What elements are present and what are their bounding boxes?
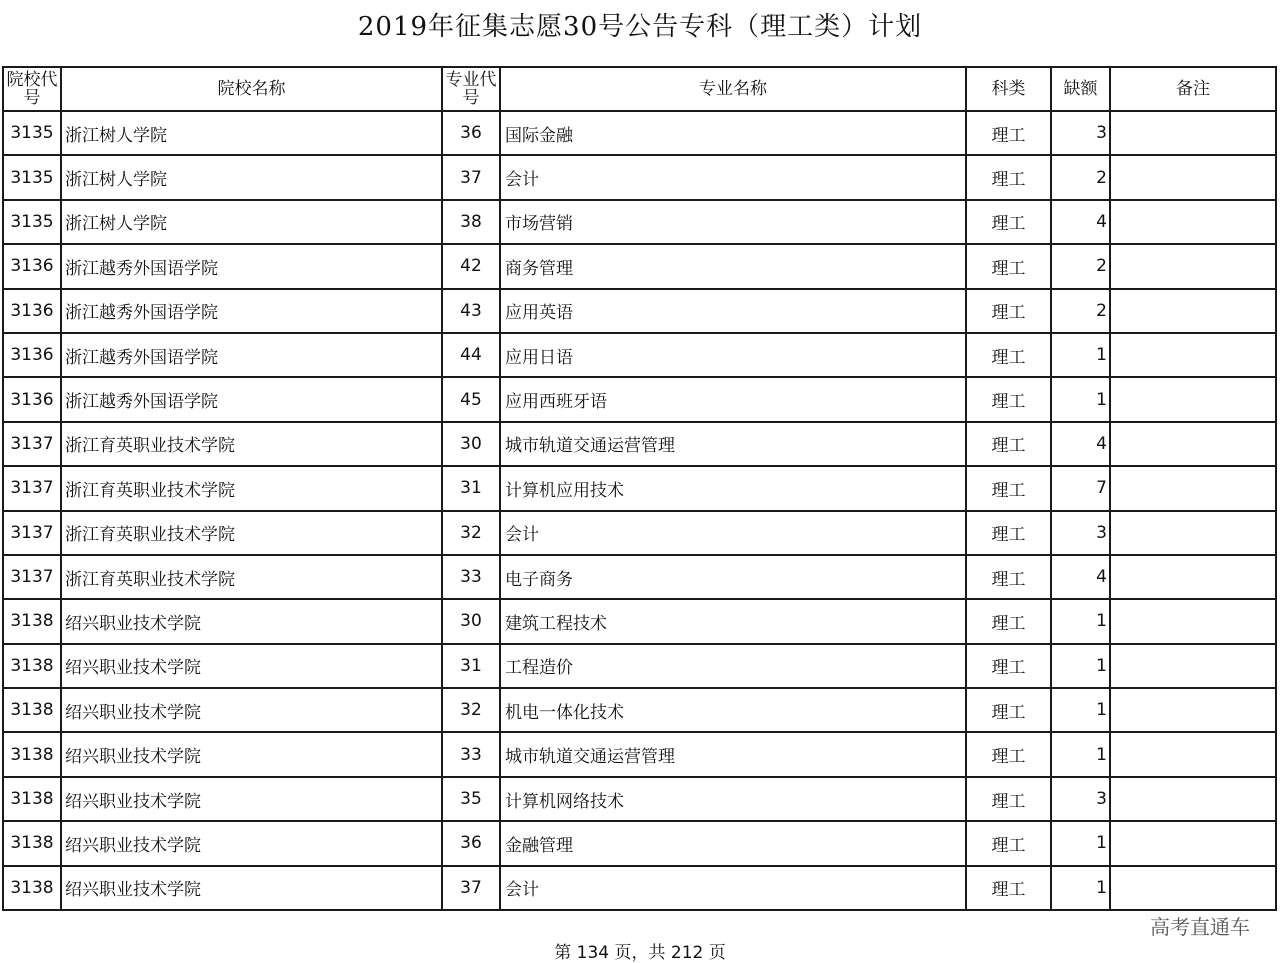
- cell-category: 理工: [966, 244, 1051, 288]
- table-row: [3, 777, 1276, 821]
- cell-category: 理工: [966, 555, 1051, 599]
- cell-major-name: 会计: [500, 155, 966, 199]
- cell-remarks: [1110, 377, 1276, 421]
- cell-category: 理工: [966, 511, 1051, 555]
- cell-vacancies: 4: [1051, 555, 1110, 599]
- cell-category: 理工: [966, 777, 1051, 821]
- cell-major-name: 应用西班牙语: [500, 377, 966, 421]
- cell-remarks: [1110, 511, 1276, 555]
- table-row: [3, 511, 1276, 555]
- cell-school-code: 3136: [3, 289, 61, 333]
- cell-school-code: 3138: [3, 644, 61, 688]
- header-category: 科类: [966, 67, 1051, 111]
- cell-major-name: 工程造价: [500, 644, 966, 688]
- cell-school-name: 绍兴职业技术学院: [61, 644, 442, 688]
- cell-school-name: 浙江越秀外国语学院: [61, 377, 442, 421]
- cell-category: 理工: [966, 466, 1051, 510]
- cell-major-name: 城市轨道交通运营管理: [500, 732, 966, 776]
- cell-school-code: 3137: [3, 555, 61, 599]
- cell-vacancies: 1: [1051, 732, 1110, 776]
- cell-vacancies: 3: [1051, 777, 1110, 821]
- cell-school-name: 浙江越秀外国语学院: [61, 333, 442, 377]
- table-row: [3, 111, 1276, 155]
- cell-major-code: 37: [442, 866, 500, 910]
- cell-remarks: [1110, 777, 1276, 821]
- header-major-code: 专业代号: [442, 67, 500, 111]
- cell-remarks: [1110, 422, 1276, 466]
- cell-school-code: 3136: [3, 333, 61, 377]
- cell-remarks: [1110, 732, 1276, 776]
- cell-school-code: 3138: [3, 777, 61, 821]
- cell-school-code: 3135: [3, 155, 61, 199]
- cell-vacancies: 4: [1051, 200, 1110, 244]
- cell-category: 理工: [966, 200, 1051, 244]
- cell-vacancies: 1: [1051, 333, 1110, 377]
- header-school-code: 院校代号: [3, 67, 61, 111]
- cell-vacancies: 2: [1051, 289, 1110, 333]
- cell-remarks: [1110, 244, 1276, 288]
- cell-school-name: 浙江树人学院: [61, 111, 442, 155]
- cell-major-code: 45: [442, 377, 500, 421]
- table-row: [3, 466, 1276, 510]
- cell-vacancies: 3: [1051, 511, 1110, 555]
- cell-school-name: 绍兴职业技术学院: [61, 688, 442, 732]
- cell-school-code: 3135: [3, 200, 61, 244]
- cell-major-code: 33: [442, 732, 500, 776]
- cell-remarks: [1110, 333, 1276, 377]
- table-row: [3, 732, 1276, 776]
- cell-school-code: 3137: [3, 466, 61, 510]
- cell-school-name: 浙江育英职业技术学院: [61, 511, 442, 555]
- cell-major-code: 31: [442, 466, 500, 510]
- cell-major-code: 35: [442, 777, 500, 821]
- page-title: 2019年征集志愿30号公告专科（理工类）计划: [357, 12, 923, 42]
- watermark: 高考直通车: [1150, 915, 1250, 939]
- cell-major-name: 电子商务: [500, 555, 966, 599]
- table-row: [3, 155, 1276, 199]
- cell-remarks: [1110, 289, 1276, 333]
- cell-vacancies: 2: [1051, 155, 1110, 199]
- cell-major-code: 42: [442, 244, 500, 288]
- cell-remarks: [1110, 866, 1276, 910]
- cell-school-name: 绍兴职业技术学院: [61, 599, 442, 643]
- cell-major-name: 建筑工程技术: [500, 599, 966, 643]
- cell-remarks: [1110, 555, 1276, 599]
- cell-remarks: [1110, 644, 1276, 688]
- table-row: [3, 866, 1276, 910]
- cell-major-code: 30: [442, 422, 500, 466]
- cell-remarks: [1110, 599, 1276, 643]
- header-major-name: 专业名称: [500, 67, 966, 111]
- cell-school-name: 浙江越秀外国语学院: [61, 244, 442, 288]
- cell-major-code: 44: [442, 333, 500, 377]
- cell-school-name: 绍兴职业技术学院: [61, 821, 442, 865]
- cell-vacancies: 1: [1051, 644, 1110, 688]
- cell-vacancies: 1: [1051, 599, 1110, 643]
- cell-major-name: 机电一体化技术: [500, 688, 966, 732]
- table-body: [3, 111, 1276, 910]
- cell-major-name: 金融管理: [500, 821, 966, 865]
- cell-remarks: [1110, 111, 1276, 155]
- cell-category: 理工: [966, 289, 1051, 333]
- table-row: [3, 821, 1276, 865]
- table-header-row: [3, 67, 1276, 111]
- cell-remarks: [1110, 466, 1276, 510]
- cell-school-code: 3136: [3, 244, 61, 288]
- cell-category: 理工: [966, 688, 1051, 732]
- cell-school-name: 绍兴职业技术学院: [61, 732, 442, 776]
- cell-vacancies: 1: [1051, 821, 1110, 865]
- cell-major-name: 城市轨道交通运营管理: [500, 422, 966, 466]
- cell-vacancies: 4: [1051, 422, 1110, 466]
- cell-school-code: 3138: [3, 688, 61, 732]
- cell-major-code: 43: [442, 289, 500, 333]
- cell-school-name: 浙江越秀外国语学院: [61, 289, 442, 333]
- cell-major-name: 计算机网络技术: [500, 777, 966, 821]
- cell-vacancies: 1: [1051, 688, 1110, 732]
- cell-major-code: 36: [442, 111, 500, 155]
- cell-category: 理工: [966, 155, 1051, 199]
- cell-category: 理工: [966, 333, 1051, 377]
- cell-school-name: 浙江树人学院: [61, 200, 442, 244]
- header-vacancies: 缺额: [1051, 67, 1110, 111]
- cell-vacancies: 3: [1051, 111, 1110, 155]
- cell-major-code: 36: [442, 821, 500, 865]
- table-row: [3, 289, 1276, 333]
- cell-category: 理工: [966, 422, 1051, 466]
- cell-major-code: 30: [442, 599, 500, 643]
- cell-school-name: 浙江育英职业技术学院: [61, 466, 442, 510]
- cell-major-code: 32: [442, 688, 500, 732]
- cell-vacancies: 7: [1051, 466, 1110, 510]
- table-row: [3, 599, 1276, 643]
- cell-major-name: 会计: [500, 866, 966, 910]
- cell-school-name: 浙江树人学院: [61, 155, 442, 199]
- cell-school-code: 3135: [3, 111, 61, 155]
- cell-category: 理工: [966, 111, 1051, 155]
- cell-school-code: 3138: [3, 732, 61, 776]
- cell-category: 理工: [966, 732, 1051, 776]
- plan-table: [2, 66, 1277, 911]
- table-row: [3, 377, 1276, 421]
- cell-school-code: 3138: [3, 599, 61, 643]
- cell-major-name: 应用英语: [500, 289, 966, 333]
- cell-school-code: 3137: [3, 511, 61, 555]
- cell-remarks: [1110, 688, 1276, 732]
- cell-school-code: 3138: [3, 866, 61, 910]
- cell-category: 理工: [966, 377, 1051, 421]
- cell-major-name: 国际金融: [500, 111, 966, 155]
- cell-category: 理工: [966, 866, 1051, 910]
- cell-major-code: 31: [442, 644, 500, 688]
- cell-major-name: 应用日语: [500, 333, 966, 377]
- table-row: [3, 555, 1276, 599]
- cell-remarks: [1110, 200, 1276, 244]
- cell-school-code: 3138: [3, 821, 61, 865]
- cell-school-name: 绍兴职业技术学院: [61, 777, 442, 821]
- cell-school-name: 浙江育英职业技术学院: [61, 422, 442, 466]
- cell-major-name: 会计: [500, 511, 966, 555]
- cell-remarks: [1110, 821, 1276, 865]
- cell-major-name: 商务管理: [500, 244, 966, 288]
- table-row: [3, 200, 1276, 244]
- cell-school-name: 浙江育英职业技术学院: [61, 555, 442, 599]
- cell-major-code: 33: [442, 555, 500, 599]
- cell-major-name: 计算机应用技术: [500, 466, 966, 510]
- cell-category: 理工: [966, 821, 1051, 865]
- cell-major-code: 32: [442, 511, 500, 555]
- cell-category: 理工: [966, 599, 1051, 643]
- cell-remarks: [1110, 155, 1276, 199]
- cell-school-code: 3137: [3, 422, 61, 466]
- cell-vacancies: 1: [1051, 377, 1110, 421]
- cell-major-code: 37: [442, 155, 500, 199]
- table-row: [3, 644, 1276, 688]
- cell-vacancies: 1: [1051, 866, 1110, 910]
- cell-major-code: 38: [442, 200, 500, 244]
- table-row: [3, 688, 1276, 732]
- page-footer: 第 134 页，共 212 页: [554, 943, 726, 963]
- table-row: [3, 422, 1276, 466]
- header-remarks: 备注: [1110, 67, 1276, 111]
- cell-school-code: 3136: [3, 377, 61, 421]
- cell-vacancies: 2: [1051, 244, 1110, 288]
- cell-category: 理工: [966, 644, 1051, 688]
- header-school-name: 院校名称: [61, 67, 442, 111]
- cell-school-name: 绍兴职业技术学院: [61, 866, 442, 910]
- cell-major-name: 市场营销: [500, 200, 966, 244]
- table-row: [3, 333, 1276, 377]
- table-row: [3, 244, 1276, 288]
